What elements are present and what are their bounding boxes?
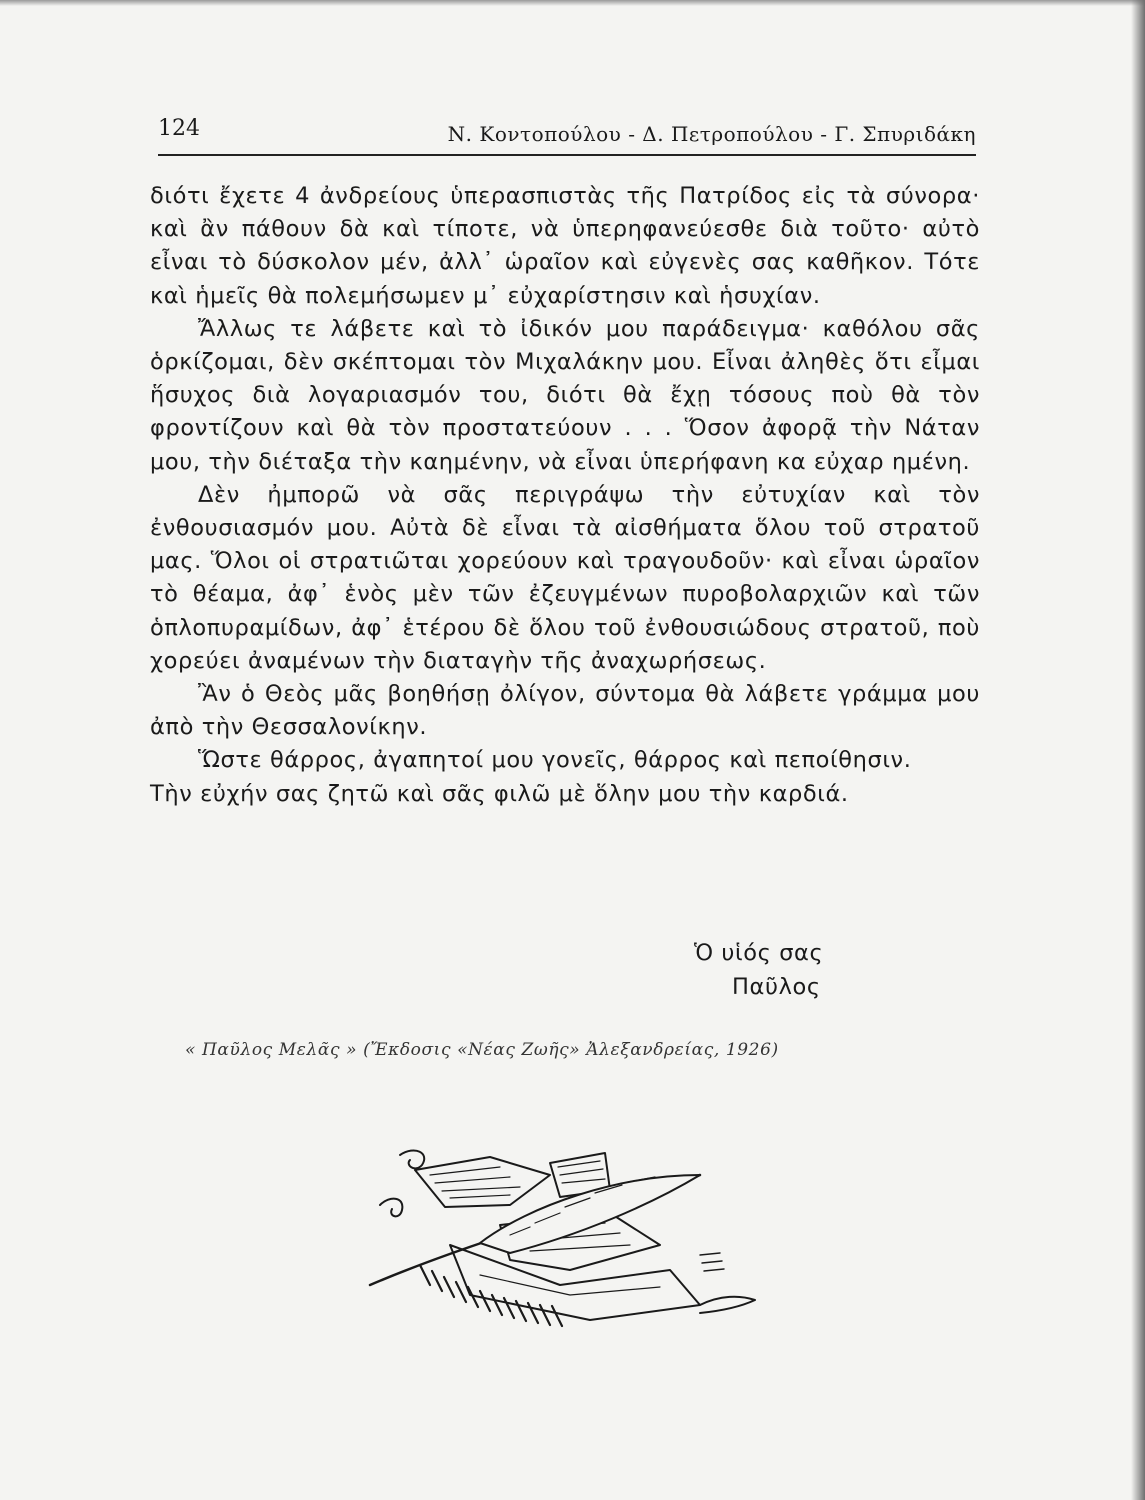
signoff-closing: Ὁ υἱός σας — [694, 940, 824, 966]
scan-edge-top — [0, 0, 1145, 6]
scan-edge-right — [1131, 0, 1145, 1500]
page-header — [158, 110, 976, 156]
signoff-name: Παῦλος — [732, 974, 821, 1000]
letter-body — [150, 180, 980, 811]
paragraph-4: Ἂν ὁ Θεὸς μᾶς βοηθήσῃ ὀλίγον, σύντομα θὰ λάβετε γράμμα μου ἀπὸ τὴν Θεσσαλονίκην. — [150, 681, 980, 741]
quill-and-papers-illustration — [360, 1135, 770, 1335]
paragraph-5: Ὥστε θάρρος, ἀγαπητοί μου γονεῖς, θάρρος καὶ πεποίθησιν. — [198, 747, 912, 774]
signoff — [694, 936, 894, 1004]
source-citation: « Παῦλος Μελᾶς » (Ἔκδοσις «Νέας Ζωῆς» Ἀλεξανδρείας, 1926) — [185, 1040, 779, 1060]
running-head-authors: Ν. Κοντοπούλου - Δ. Πετροπούλου - Γ. Σπυριδάκη — [447, 122, 976, 146]
paragraph-1: διότι ἔχετε 4 ἀνδρείους ὑπερασπιστὰς τῆς Πατρίδος εἰς τὰ σύνορα· καὶ ἂν πάθουν δὰ καὶ τίποτε, νὰ ὑπερηφανεύεσθε διὰ τοῦτο· αὐτὸ εἶναι τὸ δύσκολον μέν, ἀλλ᾽ ὡραῖον καὶ εὐγενὲς σας καθῆκον. Τότε καὶ ἡμεῖς θὰ πολεμήσωμεν μ᾽ εὐχαρίστησιν καὶ ἡσυχίαν. — [150, 183, 980, 309]
page-number: 124 — [158, 116, 200, 141]
paragraph-3: Δὲν ἠμπορῶ νὰ σᾶς περιγράψω τὴν εὐτυχίαν καὶ τὸν ἐνθουσιασμόν μου. Αὐτὰ δὲ εἶναι τὰ αἰσθήματα ὅλου τοῦ στρατοῦ μας. Ὅλοι οἱ στρατιῶται χορεύουν καὶ τραγουδοῦν· καὶ εἶναι ὡραῖον τὸ θέαμα, ἀφ᾽ ἑνὸς μὲν τῶν ἐζευγμένων πυροβολαρχιῶν καὶ τῶν ὁπλοπυραμίδων, ἀφ᾽ ἑτέρου δὲ ὅλου τοῦ ἐνθουσιώδους στρατοῦ, ποὺ χορεύει ἀναμένων τὴν διαταγὴν τῆς ἀναχωρήσεως. — [150, 481, 980, 674]
paragraph-2: Ἄλλως τε λάβετε καὶ τὸ ἰδικόν μου παράδειγμα· καθόλου σᾶς ὁρκίζομαι, δὲν σκέπτομαι τὸν Μιχαλάκην μου. Εἶναι ἀληθὲς ὅτι εἶμαι ἥσυχος διὰ λογαριασμόν του, διότι θὰ ἔχῃ τόσους ποὺ θὰ τὸν φροντίζουν καὶ θὰ τὸν προστατεύουν . . . Ὅσον ἀφορᾷ τὴν Νάταν μου, τὴν διέταξα τὴν καημένην, νὰ εἶναι ὑπερήφανη κα εὐχαρ ημένη. — [150, 315, 980, 475]
paragraph-6: Τὴν εὐχήν σας ζητῶ καὶ σᾶς φιλῶ μὲ ὅλην μου τὴν καρδιά. — [150, 780, 849, 807]
